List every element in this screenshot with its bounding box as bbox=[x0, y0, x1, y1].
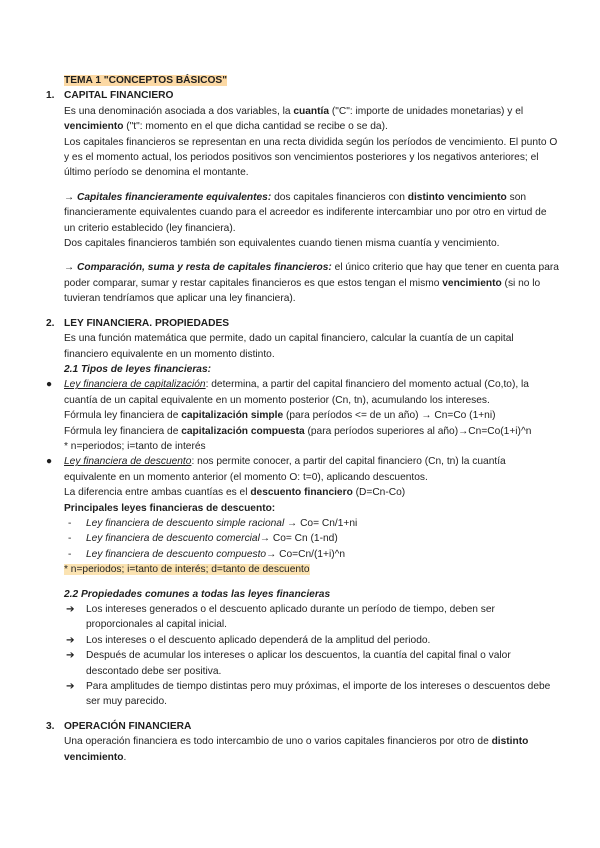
bullet-descuento: ● Ley financiera de descuento: nos permite conocer, a partir del capital financiero (Cn, tn) la cuantía equivalente en un momento anterior (el momento O: t=0), aplicando descuentos. La diferencia entre ambas cuantías es el descuento financiero (D=Cn-Co) Principales leyes financieras de descuento: - Ley financiera de descuento simple racional → Co= Cn/1+ni - Ley financiera de descuento comercial→ Co= Cn (1-nd) - Ley financiera de descuento compuesto→ Co=Cn/(1+i)^n * n=periodos; i=tanto de interés; d=tanto de descuento bbox=[64, 454, 560, 577]
propiedad-4: ➔ Para amplitudes de tiempo distintas pero muy próximas, el importe de los intereses o descuentos debe ser muy parecido. bbox=[66, 681, 551, 708]
note-descuento: * n=periodos; i=tanto de interés; d=tanto de descuento bbox=[64, 564, 310, 576]
arrow-icon: ➔ bbox=[66, 650, 75, 662]
descuento-diferencia: La diferencia entre ambas cuantías es el descuento financiero (D=Cn-Co) bbox=[64, 487, 406, 499]
bullet-dot-icon: ● bbox=[46, 456, 53, 468]
ley-descuento-comercial: - Ley financiera de descuento comercial→ Co= Cn (1-nd) bbox=[68, 533, 338, 545]
propiedad-1: ➔ Los intereses generados o el descuento aplicado durante un período de tiempo, deben ser proporcionales al capital inicial. bbox=[66, 604, 495, 631]
section-1-heading: 1. CAPITAL FINANCIERO bbox=[46, 90, 174, 102]
s2-subheading-2: 2.2 Propiedades comunes a todas las leyes financieras bbox=[64, 588, 331, 600]
s2-subheading-1: 2.1 Tipos de leyes financieras: bbox=[64, 363, 212, 375]
s1-paragraph-equivalentes: → Capitales financieramente equivalentes: dos capitales financieros con distinto vencimiento son financieramente equivalentes cuando para el acreedor es indiferente intercambiar uno por otro en virtud de un criterio establecido (ley financiera). bbox=[64, 191, 547, 234]
section-2-heading: 2. LEY FINANCIERA. PROPIEDADES bbox=[46, 317, 230, 329]
arrow-icon: ➔ bbox=[66, 634, 75, 646]
arrow-icon: ➔ bbox=[66, 604, 75, 615]
principales-leyes-heading: Principales leyes financieras de descuento: bbox=[64, 502, 276, 514]
arrow-icon: ➔ bbox=[66, 681, 75, 693]
s3-paragraph-1: Una operación financiera es todo intercambio de uno o varios capitales financieros por otro de distinto vencimiento. bbox=[64, 736, 529, 763]
section-3-heading: 3. OPERACIÓN FINANCIERA bbox=[46, 720, 192, 732]
s1-paragraph-2: Los capitales financieros se representan en una recta dividida según los períodos de vencimiento. El punto O y es el momento actual, los periodos positivos son vencimientos posteriores y los negativos anteriores; el último período se denomina el montante. bbox=[64, 136, 558, 179]
s1-paragraph-comparacion: → Comparación, suma y resta de capitales financieros: el único criterio que hay que tener en cuenta para poder comparar, sumar y restar capitales financieros es que estos tengan el mismo vencimiento (si no lo tuvieran tendríamos que aplicar una ley financiera). bbox=[64, 262, 559, 305]
propiedad-3: ➔ Después de acumular los intereses o aplicar los descuentos, la cuantía del capital final o valor descontado debe ser positiva. bbox=[66, 650, 511, 677]
note-capitalizacion: * n=periodos; i=tanto de interés bbox=[64, 440, 206, 452]
ley-descuento-compuesto: - Ley financiera de descuento compuesto→ Co=Cn/(1+i)^n bbox=[68, 548, 346, 560]
formula-capitalizacion-compuesta: Fórmula ley financiera de capitalización compuesta (para períodos superiores al año)→Cn=Co(1+i)^n bbox=[64, 425, 532, 437]
ley-descuento-simple: - Ley financiera de descuento simple racional → Co= Cn/1+ni bbox=[68, 517, 358, 529]
s1-paragraph-4: Dos capitales financieros también son equivalentes cuando tienen misma cuantía y vencimiento. bbox=[64, 238, 500, 250]
s2-paragraph-1: Es una función matemática que permite, dado un capital financiero, calcular la cuantía de un capital financiero equivalente en un momento distinto. bbox=[64, 333, 514, 360]
bullet-dot-icon: ● bbox=[46, 379, 53, 391]
s1-paragraph-1: Es una denominación asociada a dos variables, la cuantía ("C": importe de unidades monetarias) y el vencimiento ("t": momento en el que dicha cantidad se recibe o se da). bbox=[64, 105, 524, 133]
propiedad-2: ➔ Los intereses o el descuento aplicado dependerá de la amplitud del periodo. bbox=[64, 633, 560, 648]
formula-capitalizacion-simple: Fórmula ley financiera de capitalización simple (para períodos <= de un año) → Cn=Co (1+ni) bbox=[64, 410, 496, 422]
document-title: TEMA 1 "CONCEPTOS BÁSICOS" bbox=[64, 75, 228, 86]
bullet-capitalizacion: ● Ley financiera de capitalización: determina, a partir del capital financiero del momento actual (Co,to), la cuantía de un capital equivalente en un momento posterior (Cn, tn), acumulando los intereses. Fórmula ley financiera de capitalización simple (para períodos <= de un año) → Cn=Co (1+ni) Fórmula ley financiera de capitalización compuesta (para períodos superiores al año)→Cn=Co(1+i)^n * n=periodos; i=tanto de interés bbox=[64, 377, 560, 454]
